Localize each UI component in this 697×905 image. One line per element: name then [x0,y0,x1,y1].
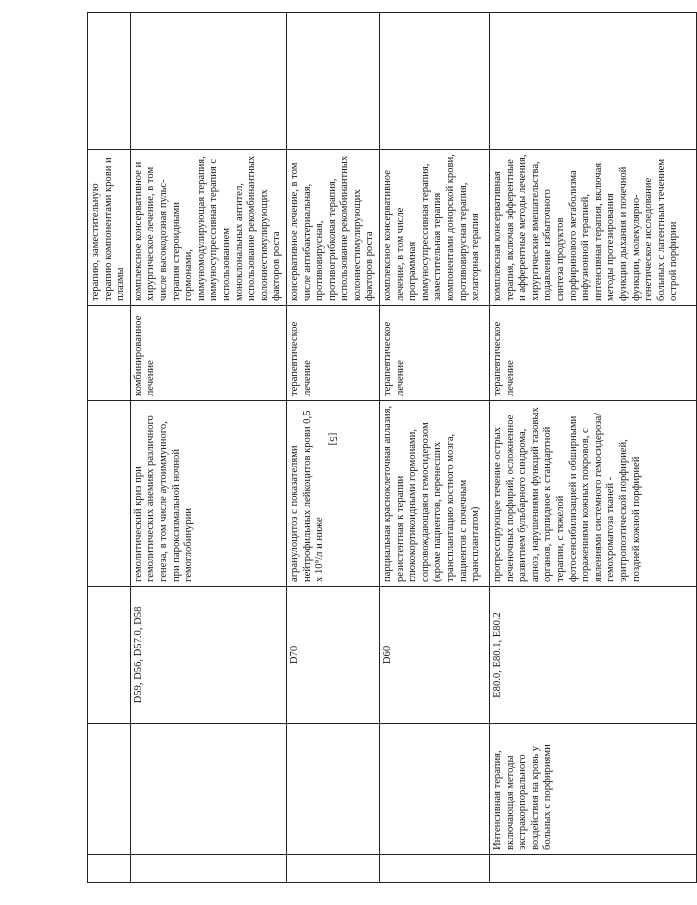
medical-care-table [87,12,697,883]
table-cell-treatment-type: терапевтическое лечение [380,306,490,401]
table-cell-norm [490,13,697,150]
table-cell-method: терапию, заместительную терапию компонентами крови и плазмы [88,150,131,306]
table-cell-norm [130,13,286,150]
table-cell-codes [88,587,131,724]
table-cell-treatment-type [88,306,131,401]
table-cell-model: гемолитический криз при гемолитических анемиях различного генеза, в том числе аутоиммунного, при пароксизмальной ночной гемоглобинурии [130,401,286,587]
table-cell-method: консервативное лечение, в том числе антибактериальная, противовирусная, противогрибковая терапия, использование рекомбинантных колониестимулирующих факторов роста [286,150,379,306]
table-cell-norm [286,13,379,150]
table-cell-codes: D60 [380,587,490,724]
table-cell-name: Интенсивная терапия, включающая методы экстракорпорального воздействия на кровь у больных с порфириями [490,724,697,855]
table-cell-model [88,401,131,587]
table-row [130,13,286,883]
table-cell-norm [380,13,490,150]
table-cell-model: прогрессирующее течение острых печеночных порфирий, осложненное развитием бульбарного синдрома, апноэ, нарушениями функций тазовых органов, торпидное к стандартной терапии, с тяжелой фотосенсибилизацией и обширными поражениями кожных покровов, с явлениями системного гемосидероза/гемохроматоза тканей - эритропоэтической порфирией, поздней кожной порфирией [490,401,697,587]
table-cell-method: комплексное консервативное и хирургическое лечение, в том числе высокодозная пульс-терапия стероидными гормонами, иммуномодулирующая терапия, иммуносупрессивная терапия с использованием моноклональных антител, использование рекомбинантных колониестимулирующих факторов роста [130,150,286,306]
table-cell-codes: E80.0, E80.1, E80.2 [490,587,697,724]
table-cell-num [380,855,490,883]
table-cell-norm [88,13,131,150]
table-cell-treatment-type: терапевтическое лечение [286,306,379,401]
table-cell-treatment-type: терапевтическое лечение [490,306,697,401]
table-cell-method: комплексное консервативное лечение, в том числе программная иммуносупрессивная терапия, заместительная терапия компонентами донорской крови, противовирусная терапия, хелаторная терапия [380,150,490,306]
table-cell-name [130,724,286,855]
table-cell-name [380,724,490,855]
table-row [490,13,697,883]
table-cell-num [130,855,286,883]
table-cell-method: комплексная консервативная терапия, включая эфферентные и афферентные методы лечения, хирургические вмешательства, подавление избыточного синтеза продуктов порфиринового метаболизма инфузионной терапией, интенсивная терапия, включая методы протезирования функции дыхания и почечной функции, молекулярно-генетическое исследование больных с латентным течением острой порфирии [490,150,697,306]
table-row [88,13,131,883]
table-cell-codes: D59, D56, D57.0, D58 [130,587,286,724]
rotated-table-wrapper [87,13,680,883]
table-cell-name [286,724,379,855]
table-row [380,13,490,883]
table-cell-name [88,724,131,855]
table-cell-treatment-type: комбинированное лечение [130,306,286,401]
page-number: [5] [327,432,339,446]
table-cell-num [490,855,697,883]
table-cell-codes: D70 [286,587,379,724]
table-cell-model: агранулоцитоз с показателями нейтрофильных лейкоцитов крови 0,5 x 10⁹/л и ниже [286,401,379,587]
table-cell-num [88,855,131,883]
table-cell-num [286,855,379,883]
table-row [286,13,379,883]
table-cell-model: парциальная красноклеточная аплазия, резистентная к терапии глюкокортикоидными гормонами, сопровождающаяся гемосидерозом (кроме пациентов, перенесших трансплантацию костного мозга, пациентов с почечным трансплантатом) [380,401,490,587]
